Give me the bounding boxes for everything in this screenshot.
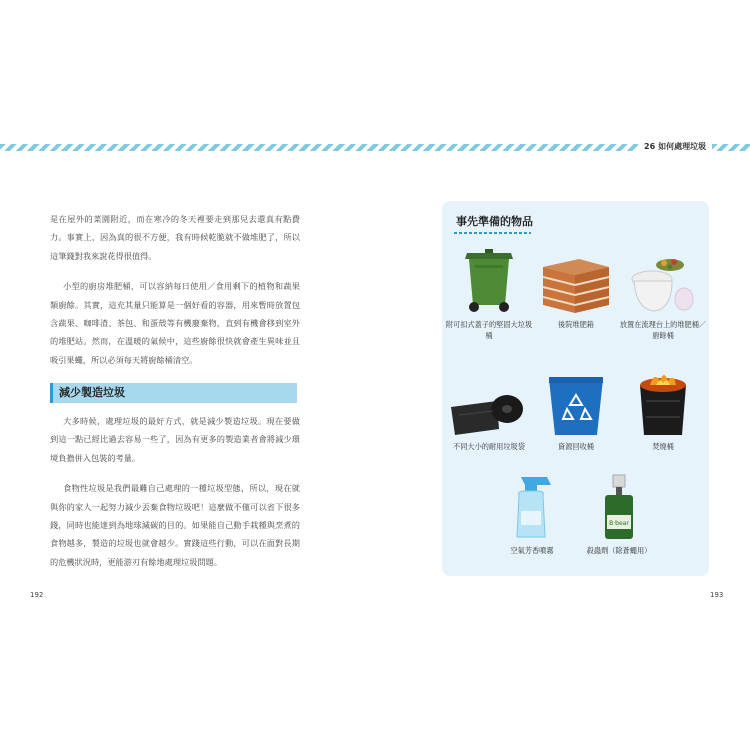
supply-item: [445, 245, 533, 341]
header-stripe-right: [712, 144, 750, 151]
supply-item: [488, 471, 576, 556]
supplies-box: [442, 201, 709, 576]
spray-bottle-icon: [507, 471, 557, 541]
wooden-compost-box-icon: [539, 257, 613, 315]
paragraph: 小型的廚房堆肥桶，可以容納每日使用／食用剩下的植物和蔬果類廚餘。其實，這充其量只能算是一個好看的容器，用來暫時放置包含蔬果、咖啡渣、茶包、和蛋殼等有機廢棄物，直到有機會移到室外的堆肥站。然而，在溫暖的氣候中，這些廚餘很快就會產生異味並且吸引果蠅，所以必須每天將廚餘桶清空。: [50, 281, 300, 365]
supply-item: [619, 245, 707, 341]
supply-item: [575, 471, 663, 556]
burn-barrel-icon: [634, 371, 692, 437]
title-underline: [454, 232, 531, 234]
recycling-bin-icon: [547, 375, 605, 437]
chapter-number: 26: [644, 142, 656, 151]
supply-caption: 資源回收桶: [558, 442, 594, 451]
supply-item: [532, 367, 620, 452]
left-column-top: [50, 210, 300, 381]
supply-caption: 焚燒桶: [652, 442, 674, 451]
paragraph: 大多時候，處理垃圾的最好方式，就是減少製造垃圾。現在要做到這一點已經比過去容易一些了，因為有更多的製造業者會將減少環境負擔併入包裝的考量。: [50, 416, 300, 463]
chapter-header: [644, 141, 714, 152]
green-wheelie-bin-icon: [461, 245, 517, 315]
product-label: B·bear: [609, 520, 629, 527]
supply-caption: 附可扣式蓋子的堅固大垃圾桶: [445, 320, 533, 340]
section-heading: 減少製造垃圾: [50, 383, 297, 403]
supply-caption: 放置在流理台上的堆肥桶／廚餘桶: [619, 320, 707, 340]
supply-caption: 殺蟲劑（除蒼蠅用）: [586, 546, 652, 555]
page-number-right: 193: [710, 591, 724, 599]
trash-bag-roll-icon: [449, 385, 529, 437]
chapter-title: 如何處理垃圾: [658, 142, 707, 151]
header-stripe-left: [0, 144, 638, 151]
supply-caption: 空氣芳香噴霧: [510, 546, 554, 555]
box-title: 事先準備的物品: [456, 215, 533, 228]
supply-caption: 後院堆肥箱: [558, 320, 594, 329]
insect-spray-icon: [597, 471, 641, 541]
supply-item: [532, 245, 620, 330]
supply-caption: 不同大小的耐用垃圾袋: [453, 442, 525, 451]
kitchen-compost-pail-icon: [628, 253, 698, 315]
page-number-left: 192: [30, 591, 44, 599]
supply-item: [445, 367, 533, 452]
left-column-bottom: [50, 412, 300, 583]
paragraph: 是在屋外的菜園附近，而在寒冷的冬天裡要走到那兒去還真有點費力。事實上，因為真的很不方便，我有時候乾脆就不做堆肥了，所以這筆錢對我來說花得很值得。: [50, 214, 300, 261]
paragraph: 食物性垃圾是我們最難自己處理的一種垃圾型態，所以，現在就與你的家人一起努力減少丟棄食物垃圾吧！這麼做不僅可以省下很多錢，同時也能達到為地球減碳的目的。如果能自己動手栽種與烹煮的食物越多，製造的垃圾也就會越少。實踐這些行動，可以在面對長期的危機狀況時，更能游刃有餘地處理垃圾問題。: [50, 483, 300, 567]
supply-item: [619, 367, 707, 452]
